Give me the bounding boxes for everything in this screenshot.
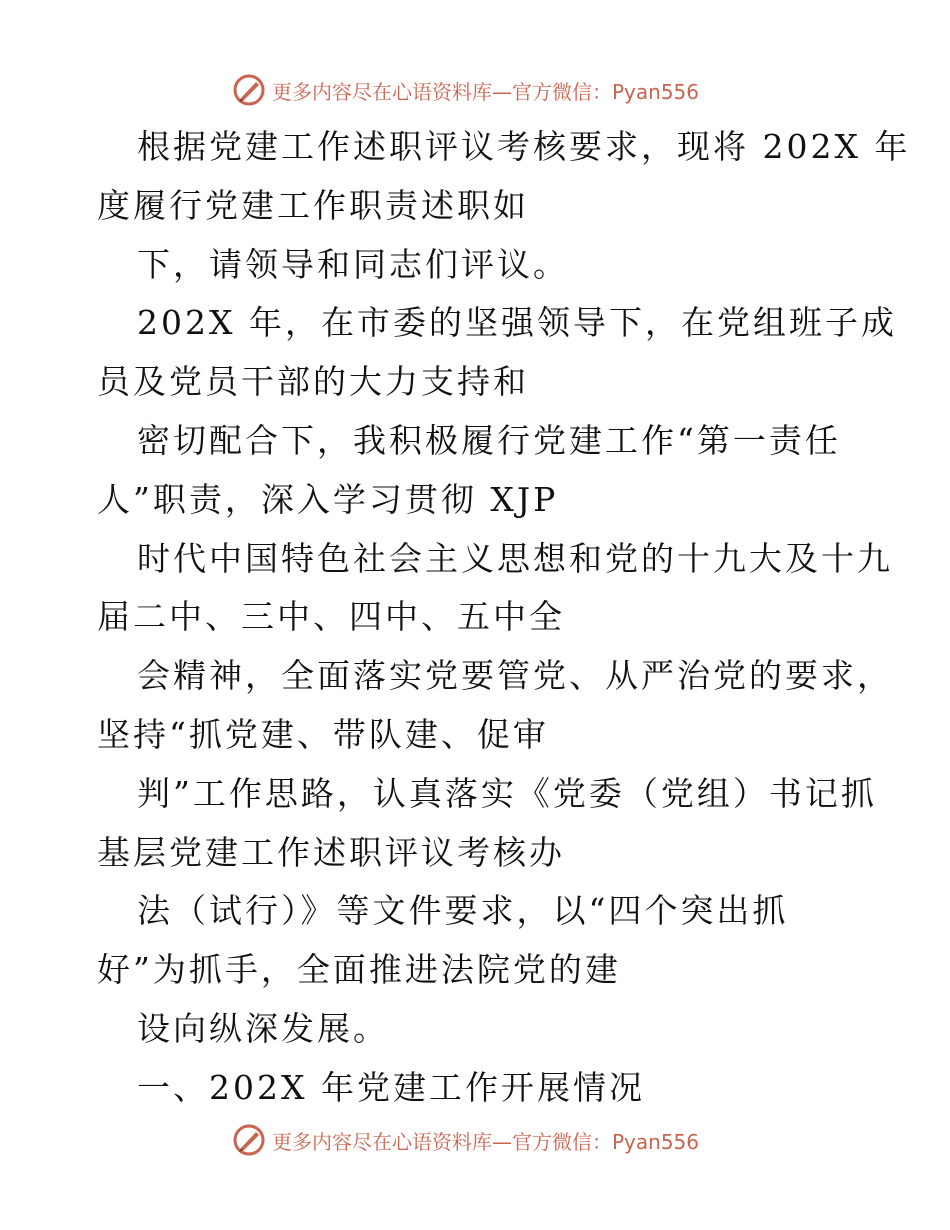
text-line: 届二中、三中、四中、五中全 [97, 597, 565, 637]
text-line: 坚持“抓党建、带队建、促审 [97, 715, 549, 754]
text-line: 好”为抓手，全面推进法院党的建 [97, 950, 621, 990]
text-line: 密切配合下，我积极履行党建工作“第一责任 [137, 421, 841, 460]
header-watermark-banner [232, 70, 699, 110]
text-line: 判”工作思路，认真落实《党委（党组）书记抓 [137, 773, 877, 813]
text-line: 一、202X 年党建工作开展情况 [137, 1067, 645, 1107]
text-line: 202X 年，在市委的坚强领导下，在党组班子成 [137, 303, 897, 343]
text-line: 时代中国特色社会主义思想和党的十九大及十九 [137, 538, 893, 578]
text-line: 人”职责，深入学习贯彻 XJP [97, 479, 559, 519]
text-line: 法（试行）》等文件要求，以“四个突出抓 [137, 891, 789, 931]
watermark-text: 更多内容尽在心语资料库—官方微信：Pyan556 [272, 1129, 700, 1154]
watermark-text: 更多内容尽在心语资料库—官方微信：Pyan556 [272, 79, 700, 104]
text-line: 会精神，全面落实党要管党、从严治党的要求， [137, 656, 893, 696]
text-line: 度履行党建工作职责述职如 [97, 185, 529, 225]
footer-watermark-banner [232, 1120, 699, 1160]
text-line: 基层党建工作述职评议考核办 [97, 832, 565, 872]
text-line: 根据党建工作述职评议考核要求，现将 202X 年 [137, 127, 911, 166]
text-line: 设向纵深发展。 [137, 1009, 389, 1048]
quill-pen-logo-icon [232, 1123, 266, 1157]
text-line: 员及党员干部的大力支持和 [97, 362, 529, 402]
text-line: 下，请领导和同志们评议。 [137, 244, 569, 284]
quill-pen-logo-icon [232, 73, 266, 107]
